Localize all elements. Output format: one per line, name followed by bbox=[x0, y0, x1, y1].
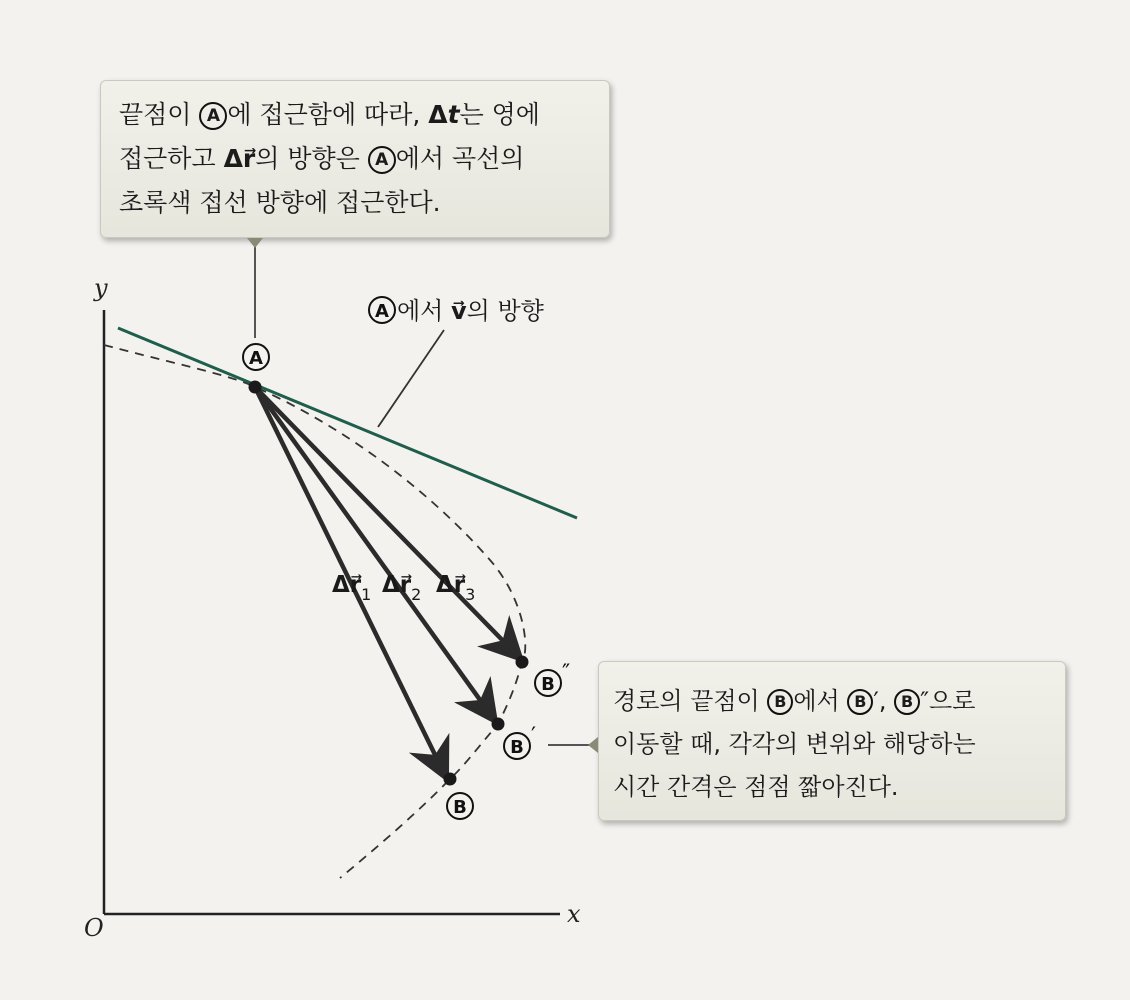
text: ″으로 bbox=[920, 687, 976, 715]
text: Δr⃗ bbox=[332, 572, 362, 598]
point-b-dot bbox=[444, 773, 457, 786]
text: 에서 bbox=[793, 687, 848, 715]
text: 1 bbox=[361, 585, 372, 604]
tangent-label-text bbox=[397, 297, 545, 325]
x-axis-label: x bbox=[567, 900, 581, 928]
circled-b: B bbox=[767, 689, 793, 715]
point-b-double-prime-label: B bbox=[541, 674, 555, 695]
point-a-dot bbox=[249, 381, 262, 394]
vector-label-2 bbox=[382, 572, 421, 604]
text: Δr⃗ bbox=[382, 572, 412, 598]
displacement-vector-3 bbox=[255, 387, 512, 650]
tangent-label-a: A bbox=[375, 301, 389, 322]
point-b-label: B bbox=[453, 797, 467, 818]
vector-label-3 bbox=[436, 572, 475, 604]
callout-shorter-line-3: 시간 간격은 점점 짧아진다. bbox=[613, 773, 899, 801]
text: 2 bbox=[411, 585, 422, 604]
v-symbol: v⃗ bbox=[451, 297, 467, 325]
text: 에 접근함에 따라, bbox=[227, 100, 429, 129]
text: 끝점이 bbox=[119, 100, 200, 129]
callout-approach-pointer-tip bbox=[247, 238, 263, 248]
text: 3 bbox=[465, 585, 476, 604]
point-b-double-prime-mark: ″ bbox=[562, 661, 571, 686]
point-b-prime-dot bbox=[492, 718, 505, 731]
text: 에서 곡선의 bbox=[395, 144, 525, 173]
origin-label: O bbox=[84, 914, 104, 942]
text: 의 방향 bbox=[466, 297, 544, 325]
circled-b: B bbox=[894, 689, 920, 715]
point-b-prime-mark: ′ bbox=[531, 724, 536, 749]
callout-approach-line-3: 초록색 접선 방향에 접근한다. bbox=[119, 188, 441, 217]
circled-a: A bbox=[199, 102, 227, 130]
circled-a: A bbox=[368, 146, 396, 174]
text: 의 방향은 bbox=[255, 144, 368, 173]
delta-r-symbol: Δr⃗ bbox=[223, 144, 256, 173]
text: ′, bbox=[873, 687, 895, 715]
vector-label-1 bbox=[332, 572, 371, 604]
callout-shorter-line-2: 이동할 때, 각각의 변위와 해당하는 bbox=[613, 730, 976, 758]
text: 는 영에 bbox=[459, 100, 540, 129]
callout-shorter-pointer-tip bbox=[588, 737, 598, 753]
point-b-double-prime-dot bbox=[516, 656, 529, 669]
tangent-label-leader bbox=[378, 330, 444, 427]
text: Δr⃗ bbox=[436, 572, 466, 598]
text: 경로의 끝점이 bbox=[613, 687, 768, 715]
point-a-label: A bbox=[249, 348, 263, 369]
delta-symbol: Δ bbox=[428, 100, 448, 129]
text: 접근하고 bbox=[119, 144, 224, 173]
circled-b: B bbox=[847, 689, 873, 715]
tangent-line bbox=[118, 328, 577, 518]
displacement-vector-2 bbox=[255, 387, 488, 711]
t-symbol: t bbox=[447, 100, 460, 129]
point-b-prime-label: B bbox=[510, 737, 524, 758]
y-axis-label: y bbox=[94, 274, 108, 302]
text: 에서 bbox=[397, 297, 451, 325]
